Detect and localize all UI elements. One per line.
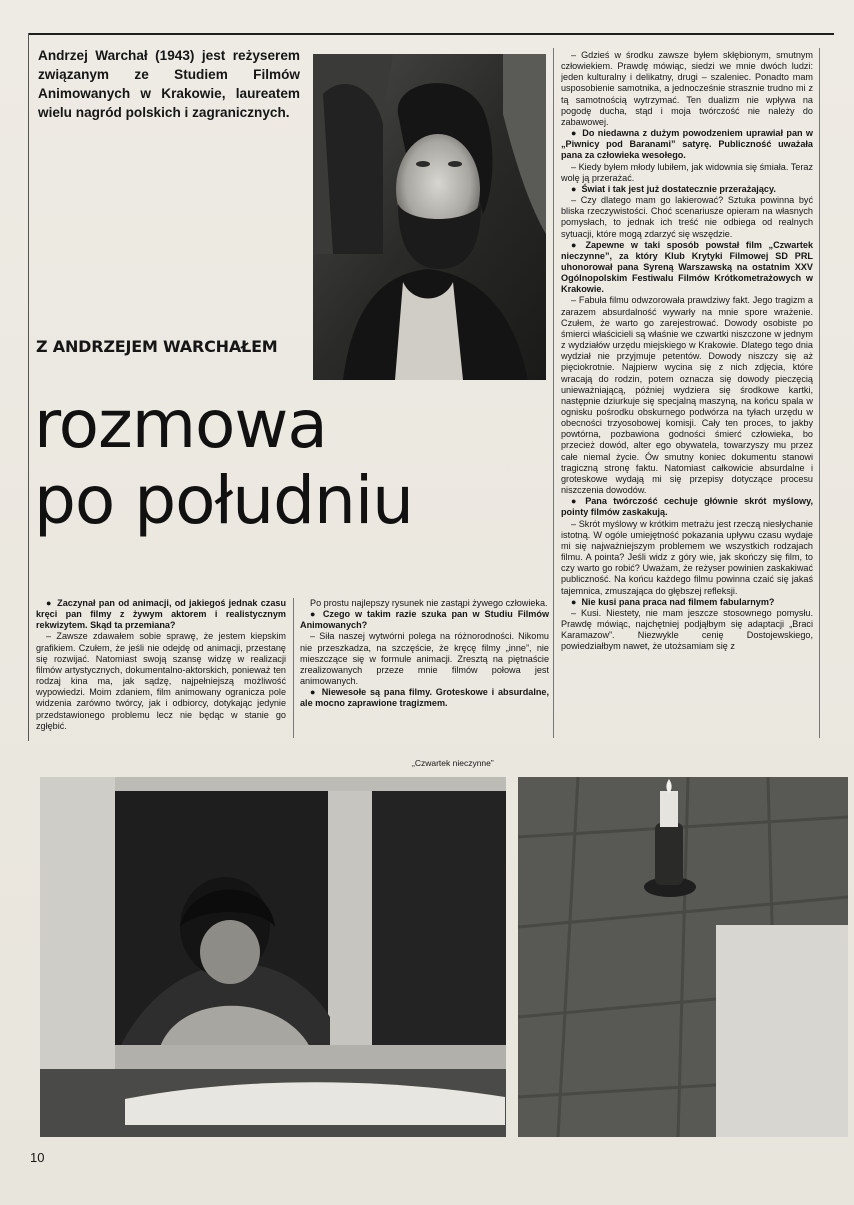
column-rule [553, 48, 554, 738]
photo-caption: „Czwartek nieczynne” [412, 758, 494, 768]
column-rule [293, 598, 294, 738]
interview-answer: – Kusi. Niestety, nie mam jeszcze stosownego pomysłu. Prawdę mówiąc, najchętniej podjąłbym się adaptacji „Braci Karamazow”. Niezwykle cenię Dostojewskiego, powiedziałbym nawet, że utożsamiam się z [561, 607, 813, 652]
interview-answer: – Kiedy byłem młody lubiłem, jak widownia się śmiała. Teraz wolę ją przerażać. [561, 161, 813, 183]
top-rule [28, 33, 834, 35]
interview-question: ● Zaczynał pan od animacji, od jakiegoś jednak czasu kręci pan filmy z żywym aktorem i realistycznym rekwizytem. Skąd ta przemiana? [36, 598, 286, 631]
column-rule [819, 48, 820, 738]
interview-answer: – Zawsze zdawałem sobie sprawę, że jestem kiepskim grafikiem. Czułem, że jeśli nie odejdę od animacji, przestanę się rozwijać. Natomiast swoją szansę widzę w realizacji filmów artystycznych, dokumentalno-aktorskich, ponieważ ten rodzaj kina ma, jak sądzę, najpełniejszą możliwość wypowiedzi. Moim zdaniem, film animowany ogranicza pole widzenia zarówno twórcy, jak i odbiorcy, dotykając jedynie przedstawionego problemu lecz nie będąc w stanie go zgłębić. [36, 631, 286, 731]
text-column-2 [300, 598, 549, 738]
interview-answer: – Skrót myślowy w krótkim metrażu jest rzeczą niesłychanie istotną. W ogóle umiejętność pokazania upływu czasu wydaje mi się najważniejszym problemem we wszystkich rodzajach filmu. A pointa? Jeśli widz z góry wie, jak skończy się film, to czy warto go robić? Uważam, że reżyser powinien zaskakiwać publiczność. Na końcu każdego filmu powinna czaić się jakaś tajemnica, zmuszająca do głębszej refleksji. [561, 518, 813, 596]
interview-question: ● Pana twórczość cechuje głównie skrót myślowy, pointy filmów zaskakują. [561, 496, 813, 518]
interview-answer: Po prostu najlepszy rysunek nie zastąpi żywego człowieka. [310, 598, 548, 608]
interview-question: ● Nie kusi pana praca nad filmem fabularnym? [561, 597, 813, 608]
text-column-3 [561, 50, 813, 738]
interview-answer: – Fabuła filmu odwzorowała prawdziwy fakt. Jego tragizm a zarazem absurdalność wywarły na mnie spore wrażenie. Czułem, że warto go zarejestrować. Dowody osobiste po śmierci właścicieli są właśnie we czwartki niszczone w jednym z wydziałów urzędu miejskiego w Krakowie. Dlatego tego dnia wydział nie przyjmuje petentów. Dowody niszczy się aż pięciokrotnie. Najpierw wycina się z nich zdjęcia, które wracają do rodzin, potem oznacza się dowody pieczęcią unieważniającą, później wydziera się środkowe kartki, następnie dziurkuje się specjalną maszyną, na końcu spala w ognisku pośrodku obskurnego podwórza na tyłach urzędu w obecności trzyosobowej komisji. Cały ten proces, to jakby powtórna, pozbawiona godności śmierć człowieka, bo przecież dowód, alter ego obywatela, towarzyszy mu przez całe niemal życie. Ów smutny koniec dokumentu stanowi tragiczną stronę faktu. Natomiast całkowicie absurdalne i groteskowe wydają mi się przepisy dotyczące procesu niszczenia dowodów. [561, 295, 813, 496]
headline-line-2: po południu [34, 462, 414, 539]
interview-question: ● Zapewne w taki sposób powstał film „Czwartek nieczynne”, za który Klub Krytyki Filmowej SD PRL uhonorował pana Syreną Warszawską na ostatnim XXV Ogólnopolskim Festiwalu Filmów Krótkometrażowych w Krakowie. [561, 240, 813, 296]
author-bio: Andrzej Warchał (1943) jest reżyserem związanym ze Studiem Filmów Animowanych w Krakowie, laureatem wielu nagród polskich i zagranicznych. [38, 48, 300, 120]
film-still-candle [518, 777, 848, 1137]
film-still-window [40, 777, 506, 1137]
headline-line-1: rozmowa [34, 386, 327, 463]
interview-answer: – Gdzieś w środku zawsze byłem skłębionym, smutnym człowiekiem. Prawdę mówiąc, siedzi we mnie dwóch ludzi: jeden kulturalny i delikatny, drugi – szaleniec. Ponadto mam usposobienie samotnika, a jednocześnie strasznie trudno mi z tą samotnością wytrzymać. Ten dualizm nie wpływa na pogodę ducha, stąd i moja twórczość nie należy do zabawowej. [561, 50, 813, 127]
portrait-photo [313, 54, 546, 380]
left-rule [28, 33, 29, 741]
interview-question: ● Czego w takim razie szuka pan w Studiu Filmów Animowanych? [300, 609, 549, 631]
page-number: 10 [30, 1150, 45, 1165]
interview-question: ● Świat i tak jest już dostatecznie przerażający. [561, 184, 813, 195]
interview-answer: – Czy dlatego mam go lakierować? Sztuka powinna być bliska rzeczywistości. Choć scenariusze opieram na własnych pomysłach, to jednak ich treść nie odbiega od realnych sytuacji, które mogą zdarzyć się wszędzie. [561, 195, 813, 239]
interview-kicker: Z ANDRZEJEM WARCHAŁEM [36, 337, 278, 356]
text-column-1 [36, 598, 286, 738]
interview-question: ● Niewesołe są pana filmy. Groteskowe i absurdalne, ale mocno zaprawione tragizmem. [300, 687, 549, 709]
interview-answer: – Siła naszej wytwórni polega na różnorodności. Nikomu nie przeszkadza, na szczęście, że kręcę filmy „inne”, nie mieszczące się w formule animacji. Zresztą na piętnaście zrealizowanych przeze mnie filmów połowa jest animowanych. [300, 631, 549, 687]
interview-question: ● Do niedawna z dużym powodzeniem uprawiał pan w „Piwnicy pod Baranami” satyrę. Publiczność uważała pana za człowieka wesołego. [561, 128, 813, 161]
